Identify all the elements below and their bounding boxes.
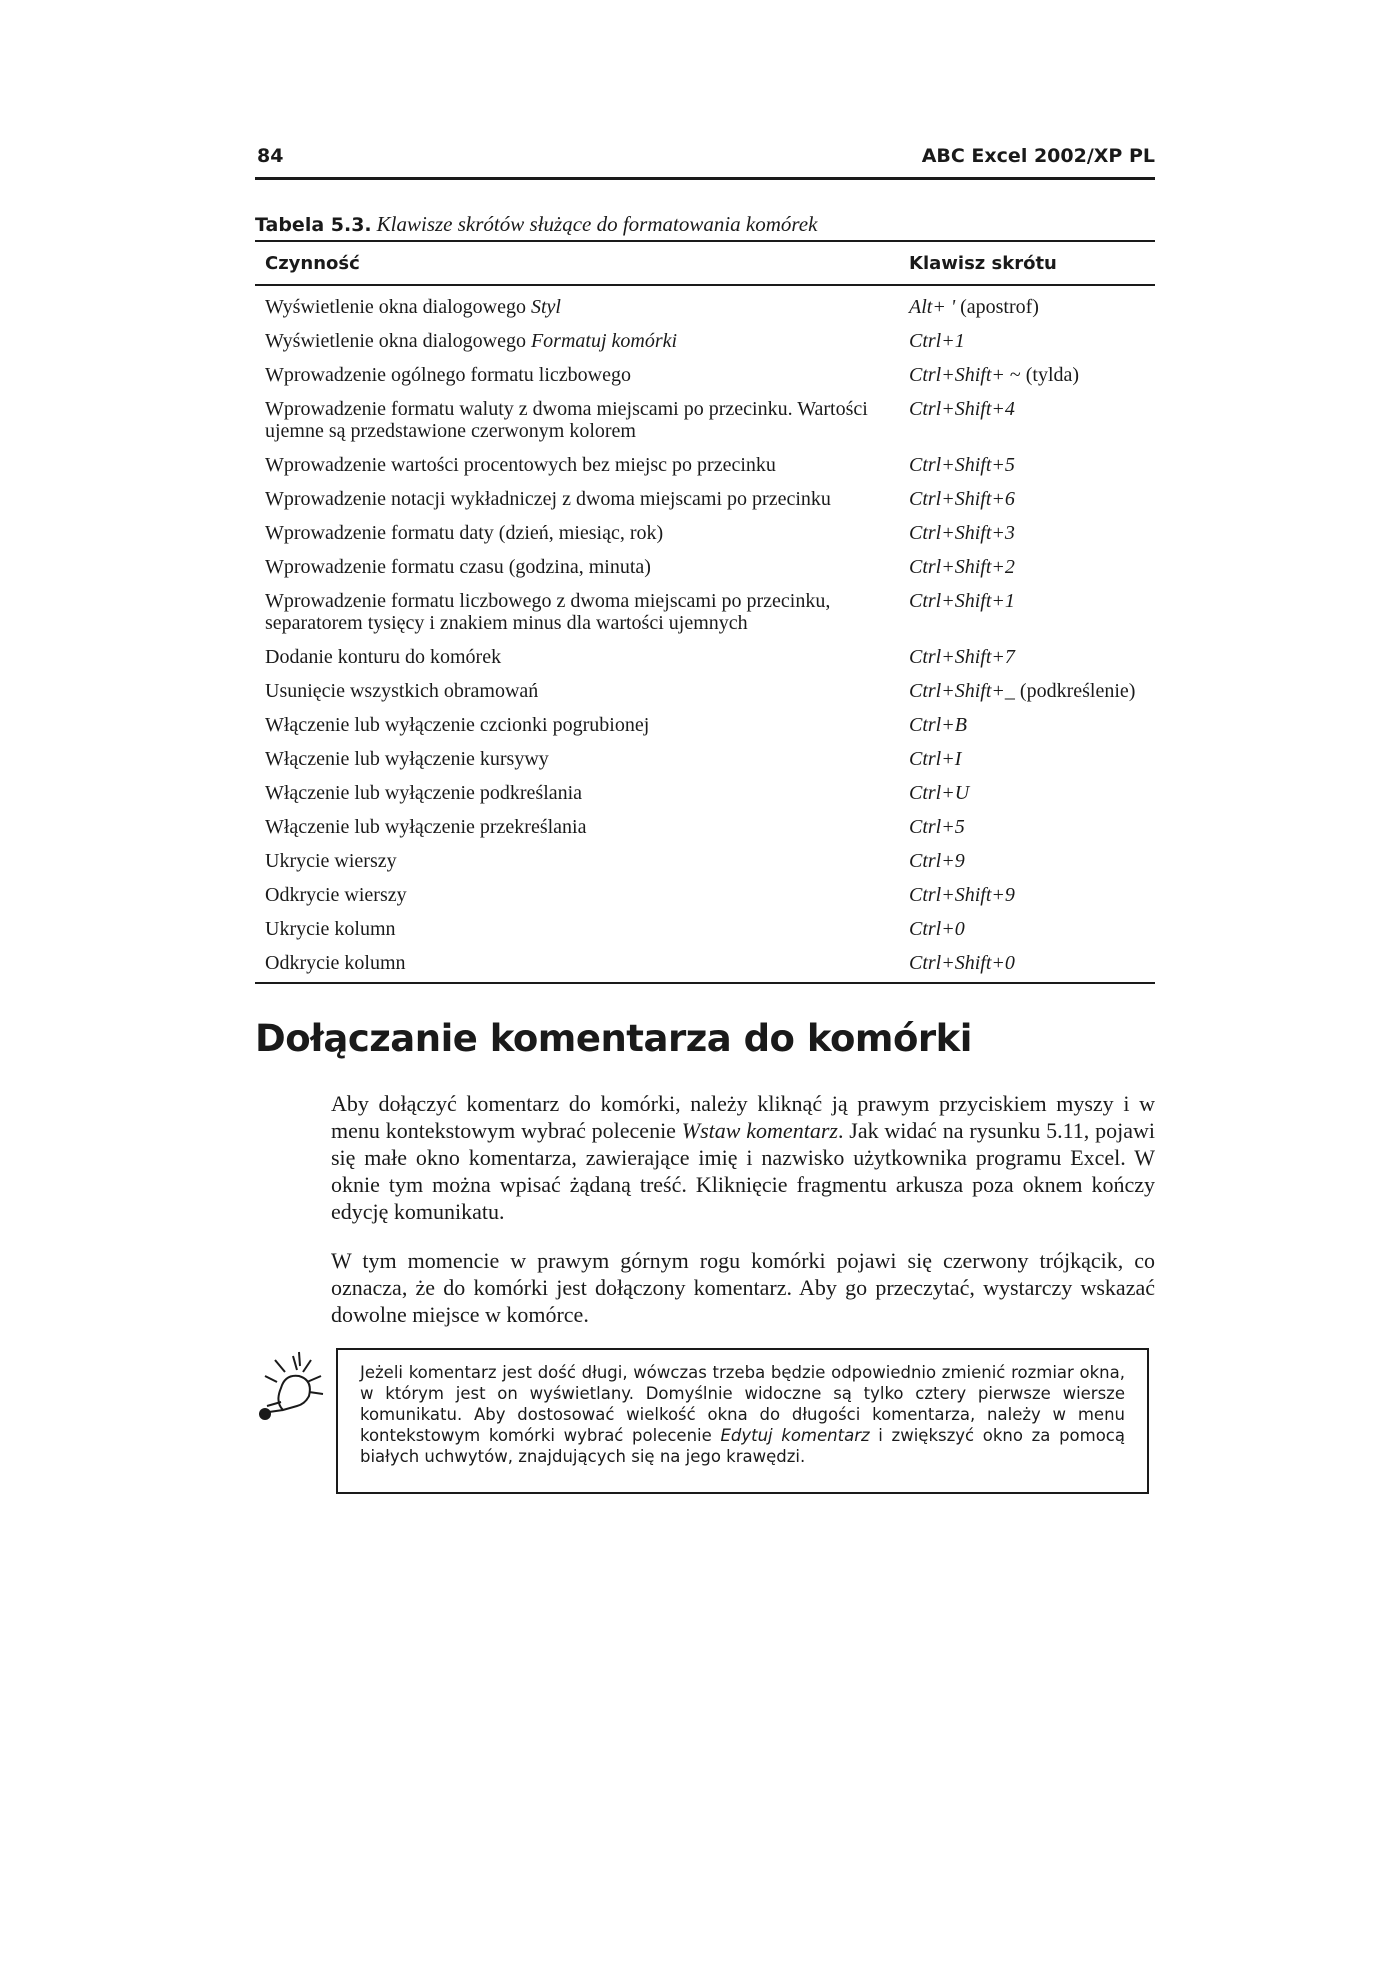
shortcut-keys: Ctrl+1	[909, 330, 965, 352]
paragraph-text: Aby dołączyć komentarz do komórki, należy kliknąć ją prawym przyciskiem myszy i w menu kontekstowym wybrać polecenie	[331, 1091, 1155, 1143]
action-cell	[255, 880, 899, 914]
table-row	[255, 778, 1155, 812]
shortcut-cell	[899, 744, 1155, 778]
shortcut-cell	[899, 552, 1155, 586]
action-text: Włączenie lub wyłączenie przekreślania	[265, 816, 587, 838]
shortcut-cell	[899, 880, 1155, 914]
menu-command-name: Wstaw komentarz	[681, 1118, 838, 1143]
dialog-name: Styl	[530, 296, 561, 318]
table-row	[255, 450, 1155, 484]
table-row	[255, 846, 1155, 880]
action-cell	[255, 586, 899, 642]
table-caption-text: Klawisze skrótów służące do formatowania komórek	[376, 212, 818, 236]
action-text: Ukrycie kolumn	[265, 918, 396, 940]
shortcut-cell	[899, 450, 1155, 484]
table-row	[255, 360, 1155, 394]
paragraph-text: . Jak widać na rysunku 5.11, pojawi się małe okno komentarza, zawierające imię i nazwisko użytkownika programu Excel. W oknie tym można wpisać żądaną treść. Kliknięcie fragmentu arkusza poza oknem kończy edycję komunikatu.	[331, 1118, 1155, 1224]
action-cell	[255, 285, 899, 326]
shortcut-cell	[899, 948, 1155, 983]
column-header-shortcut: Klawisz skrótu	[899, 241, 1155, 285]
shortcut-cell	[899, 518, 1155, 552]
tip-box	[336, 1348, 1149, 1494]
shortcut-keys: Ctrl+U	[909, 782, 970, 804]
action-text: Włączenie lub wyłączenie czcionki pogrubionej	[265, 714, 650, 736]
action-text: Wprowadzenie notacji wykładniczej z dwoma miejscami po przecinku	[265, 488, 831, 510]
body-paragraph	[331, 1090, 1155, 1225]
shortcuts-table	[255, 240, 1155, 984]
table-row	[255, 710, 1155, 744]
table-row	[255, 812, 1155, 846]
table-row	[255, 552, 1155, 586]
action-cell	[255, 552, 899, 586]
action-text: Włączenie lub wyłączenie kursywy	[265, 748, 549, 770]
table-caption	[255, 212, 1155, 237]
table-row	[255, 394, 1155, 450]
page-number: 84	[257, 145, 284, 167]
shortcut-keys: Ctrl+Shift+7	[909, 646, 1015, 668]
table-row	[255, 326, 1155, 360]
shortcut-cell	[899, 484, 1155, 518]
action-cell	[255, 450, 899, 484]
shortcut-keys: Ctrl+Shift+0	[909, 952, 1015, 974]
shortcut-keys: Ctrl+B	[909, 714, 967, 736]
running-title: ABC Excel 2002/XP PL	[921, 145, 1155, 167]
shortcut-cell	[899, 326, 1155, 360]
dialog-name: Formatuj komórki	[530, 330, 678, 352]
action-text: Dodanie konturu do komórek	[265, 646, 502, 668]
shortcut-keys: Ctrl+Shift+	[909, 680, 1005, 702]
shortcut-keys: Ctrl+0	[909, 918, 965, 940]
action-text: Wyświetlenie okna dialogowego	[265, 296, 531, 318]
section-heading: Dołączanie komentarza do komórki	[255, 1017, 972, 1060]
shortcut-cell	[899, 642, 1155, 676]
action-cell	[255, 778, 899, 812]
table-row	[255, 642, 1155, 676]
table-row	[255, 586, 1155, 642]
shortcut-keys: Ctrl+Shift+3	[909, 522, 1015, 544]
shortcut-cell	[899, 360, 1155, 394]
table-row	[255, 518, 1155, 552]
shortcut-keys: Ctrl+5	[909, 816, 965, 838]
action-cell	[255, 744, 899, 778]
shortcut-cell	[899, 778, 1155, 812]
action-text: Wprowadzenie ogólnego formatu liczbowego	[265, 364, 631, 386]
shortcut-cell	[899, 812, 1155, 846]
page-header	[255, 143, 1155, 180]
table-caption-label: Tabela 5.3.	[255, 214, 372, 236]
action-text: Wprowadzenie formatu liczbowego z dwoma miejscami po przecinku, separatorem tysięcy i znakiem minus dla wartości ujemnych	[265, 590, 831, 634]
shortcut-note: (apostrof)	[955, 296, 1039, 318]
action-cell	[255, 484, 899, 518]
action-text: Wprowadzenie formatu daty (dzień, miesiąc, rok)	[265, 522, 664, 544]
action-text: Ukrycie wierszy	[265, 850, 397, 872]
shortcut-keys: Ctrl+Shift+1	[909, 590, 1015, 612]
action-text: Odkrycie kolumn	[265, 952, 406, 974]
action-cell	[255, 518, 899, 552]
action-cell	[255, 812, 899, 846]
shortcut-note: _ (podkreślenie)	[1004, 680, 1136, 702]
action-cell	[255, 326, 899, 360]
table-row	[255, 484, 1155, 518]
action-text: Usunięcie wszystkich obramowań	[265, 680, 539, 702]
shortcut-cell	[899, 914, 1155, 948]
shortcut-cell	[899, 394, 1155, 450]
body-paragraph: W tym momencie w prawym górnym rogu komórki pojawi się czerwony trójkącik, co oznacza, że do komórki jest dołączony komentarz. Aby go przeczytać, wystarczy wskazać dowolne miejsce w komórce.	[331, 1248, 1155, 1327]
action-text: Odkrycie wierszy	[265, 884, 407, 906]
shortcut-keys: Ctrl+Shift+2	[909, 556, 1015, 578]
shortcut-cell	[899, 586, 1155, 642]
shortcut-cell	[899, 285, 1155, 326]
table-header-row	[255, 241, 1155, 285]
shortcut-cell	[899, 710, 1155, 744]
tip-text-part: Jeżeli komentarz jest dość długi, wówczas trzeba będzie odpowiednio zmienić rozmiar okna, w którym jest on wyświetlany. Domyślnie widoczne są tylko cztery pierwsze wiersze komunikatu. Aby dostosować wielkość okna do długości komentarza, należy w menu kontekstowym komórki wybrać polecenie	[360, 1363, 1125, 1445]
shortcut-cell	[899, 846, 1155, 880]
action-text: Wprowadzenie wartości procentowych bez miejsc po przecinku	[265, 454, 776, 476]
table-row	[255, 676, 1155, 710]
shortcut-note: ~ (tylda)	[1004, 364, 1080, 386]
shortcut-keys: Ctrl+Shift+	[909, 364, 1005, 386]
action-cell	[255, 948, 899, 983]
shortcut-keys: Ctrl+Shift+6	[909, 488, 1015, 510]
table-row	[255, 285, 1155, 326]
shortcut-cell	[899, 676, 1155, 710]
shortcut-keys: Ctrl+I	[909, 748, 962, 770]
table-row	[255, 880, 1155, 914]
action-cell	[255, 642, 899, 676]
shortcut-keys: Ctrl+9	[909, 850, 965, 872]
action-text: Wprowadzenie formatu czasu (godzina, minuta)	[265, 556, 651, 578]
tip-text	[360, 1362, 1125, 1467]
tip-text-part: i zwiększyć okno za pomocą białych uchwytów, znajdujących się na jego krawędzi.	[360, 1426, 1125, 1466]
table-row	[255, 914, 1155, 948]
shortcut-keys: Ctrl+Shift+4	[909, 398, 1015, 420]
action-cell	[255, 846, 899, 880]
action-cell	[255, 394, 899, 450]
action-cell	[255, 360, 899, 394]
action-text: Wyświetlenie okna dialogowego	[265, 330, 531, 352]
action-cell	[255, 676, 899, 710]
shortcut-keys: Ctrl+Shift+5	[909, 454, 1015, 476]
column-header-action: Czynność	[255, 241, 899, 285]
table-row	[255, 948, 1155, 983]
menu-command-name: Edytuj komentarz	[720, 1426, 870, 1445]
action-cell	[255, 914, 899, 948]
shortcut-keys: Ctrl+Shift+9	[909, 884, 1015, 906]
shortcut-keys: Alt+ '	[909, 296, 956, 318]
table-row	[255, 744, 1155, 778]
action-text: Włączenie lub wyłączenie podkreślania	[265, 782, 583, 804]
lightbulb-icon	[253, 1350, 329, 1426]
action-text: Wprowadzenie formatu waluty z dwoma miejscami po przecinku. Wartości ujemne są przedstawione czerwonym kolorem	[265, 398, 868, 442]
action-cell	[255, 710, 899, 744]
